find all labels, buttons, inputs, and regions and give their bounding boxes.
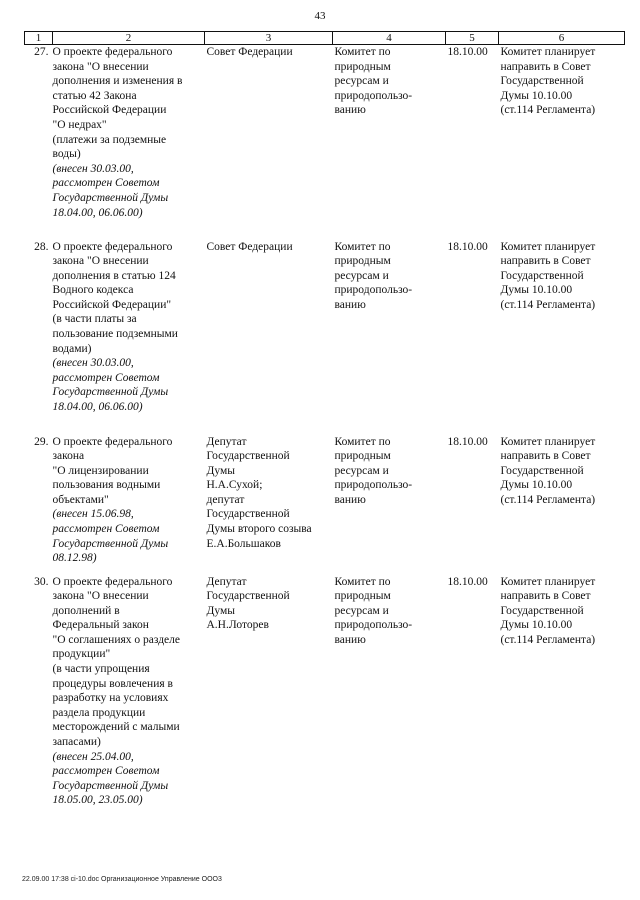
initiator-line: Думы второго созыва bbox=[206, 523, 312, 536]
column-number: 3 bbox=[205, 32, 333, 45]
table-row bbox=[25, 435, 625, 575]
committee-line: ресурсам и bbox=[334, 269, 389, 282]
bill-note-line: Государственной Думы bbox=[52, 537, 169, 550]
status-line: Думы 10.10.00 bbox=[500, 479, 573, 492]
initiator-line: Государственной bbox=[206, 590, 290, 603]
committee-line: ванию bbox=[334, 298, 366, 311]
committee-line: природопользо- bbox=[334, 619, 413, 632]
committee-cell bbox=[333, 575, 446, 835]
bill-title-line: "О соглашениях о разделе bbox=[52, 633, 180, 646]
bill-title-line: "О недрах" bbox=[52, 118, 107, 131]
committee-line: природным bbox=[334, 590, 391, 603]
committee-line: природопользо- bbox=[334, 284, 413, 297]
bill-title-line: дополнений в bbox=[52, 604, 120, 617]
status-line: Государственной bbox=[500, 464, 584, 477]
committee-line: природным bbox=[334, 450, 391, 463]
committee-line: природопользо- bbox=[334, 89, 413, 102]
bill-title-line: разработку на условиях bbox=[52, 692, 169, 705]
status-line: (ст.114 Регламента) bbox=[500, 104, 596, 117]
status-cell bbox=[499, 575, 625, 835]
committee-line: Комитет по bbox=[334, 240, 391, 253]
bill-note-line: Государственной Думы bbox=[52, 779, 169, 792]
status-line: Государственной bbox=[500, 604, 584, 617]
status-line: направить в Совет bbox=[500, 450, 591, 463]
bill-title-line: закона bbox=[52, 450, 85, 463]
bill-title-line: месторождений с малыми bbox=[52, 721, 180, 734]
committee-cell bbox=[333, 45, 446, 240]
initiator-cell bbox=[205, 45, 333, 240]
table-header bbox=[25, 32, 625, 45]
bill-note-line: рассмотрен Советом bbox=[52, 523, 160, 536]
initiator-cell bbox=[205, 240, 333, 435]
bills-table bbox=[24, 31, 625, 835]
column-number: 4 bbox=[333, 32, 446, 45]
table-row bbox=[25, 45, 625, 240]
bill-title-line: Федеральный закон bbox=[52, 619, 149, 632]
bill-title-line: раздела продукции bbox=[52, 706, 146, 719]
initiator-line: Государственной bbox=[206, 508, 290, 521]
status-line: направить в Совет bbox=[500, 255, 591, 268]
initiator-line: Депутат bbox=[206, 575, 247, 588]
row-number: 27. bbox=[34, 46, 49, 58]
status-cell bbox=[499, 45, 625, 240]
bill-title-line: продукции" bbox=[52, 648, 111, 661]
bill-title-line: закона "О внесении bbox=[52, 590, 149, 603]
status-line: Думы 10.10.00 bbox=[500, 619, 573, 632]
initiator-line: Совет Федерации bbox=[206, 240, 293, 253]
committee-line: Комитет по bbox=[334, 435, 391, 448]
bill-title-line: (платежи за подземные bbox=[52, 133, 167, 146]
table-body bbox=[25, 45, 625, 835]
status-line: (ст.114 Регламента) bbox=[500, 493, 596, 506]
table-row bbox=[25, 575, 625, 835]
committee-line: Комитет по bbox=[334, 575, 391, 588]
column-number: 5 bbox=[446, 32, 499, 45]
bill-note-line: (внесен 25.04.00, bbox=[52, 750, 134, 763]
bill-title-cell bbox=[53, 435, 205, 575]
status-cell bbox=[499, 435, 625, 575]
committee-cell bbox=[333, 435, 446, 575]
status-line: Комитет планирует bbox=[500, 46, 596, 58]
date-cell: 18.10.00 bbox=[447, 575, 488, 588]
bill-title-line: закона "О внесении bbox=[52, 60, 149, 73]
bill-title-line: (в части платы за bbox=[52, 313, 137, 326]
bill-title-line: О проекте федерального bbox=[52, 575, 173, 588]
document-footer: 22.09.00 17:38 ci-10.doc Организационное Управление ООО3 bbox=[22, 876, 222, 883]
bill-title-line: дополнения и изменения в bbox=[52, 75, 183, 88]
column-number: 2 bbox=[53, 32, 205, 45]
committee-line: ресурсам и bbox=[334, 75, 389, 88]
bill-note-line: рассмотрен Советом bbox=[52, 177, 160, 190]
bill-title-line: Российской Федерации bbox=[52, 104, 167, 117]
status-line: Комитет планирует bbox=[500, 435, 596, 448]
committee-line: ресурсам и bbox=[334, 604, 389, 617]
date-cell: 18.10.00 bbox=[447, 240, 488, 253]
column-number: 1 bbox=[25, 32, 53, 45]
committee-line: ванию bbox=[334, 104, 366, 117]
table-row bbox=[25, 240, 625, 435]
bill-title-line: процедуры вовлечения в bbox=[52, 677, 173, 690]
bill-note-line: 18.05.00, 23.05.00) bbox=[52, 794, 143, 807]
committee-line: ванию bbox=[334, 493, 366, 506]
bill-title-cell bbox=[53, 575, 205, 835]
status-line: Думы 10.10.00 bbox=[500, 284, 573, 297]
bill-title-line: воды) bbox=[52, 148, 81, 161]
column-number: 6 bbox=[499, 32, 625, 45]
bill-title-line: запасами) bbox=[52, 736, 101, 749]
initiator-line: Депутат bbox=[206, 435, 247, 448]
row-number: 30. bbox=[34, 575, 49, 588]
bill-title-line: закона "О внесении bbox=[52, 255, 149, 268]
date-cell: 18.10.00 bbox=[447, 435, 488, 448]
status-line: Государственной bbox=[500, 75, 584, 88]
bill-title-line: Водного кодекса bbox=[52, 284, 134, 297]
column-number-row bbox=[25, 32, 625, 45]
status-line: направить в Совет bbox=[500, 590, 591, 603]
initiator-line: Думы bbox=[206, 604, 235, 617]
bill-note-line: Государственной Думы bbox=[52, 386, 169, 399]
bill-note-line: 18.04.00, 06.06.00) bbox=[52, 401, 143, 414]
bill-title-cell bbox=[53, 45, 205, 240]
status-line: (ст.114 Регламента) bbox=[500, 298, 596, 311]
bill-note-line: (внесен 30.03.00, bbox=[52, 162, 134, 175]
initiator-line: депутат bbox=[206, 493, 245, 506]
status-line: Думы 10.10.00 bbox=[500, 89, 573, 102]
bill-title-line: пользования водными bbox=[52, 479, 161, 492]
page-number: 43 bbox=[314, 10, 326, 22]
committee-line: природопользо- bbox=[334, 479, 413, 492]
row-number: 29. bbox=[34, 435, 49, 448]
bill-title-line: статью 42 Закона bbox=[52, 89, 137, 102]
bill-note-line: 18.04.00, 06.06.00) bbox=[52, 206, 143, 219]
bill-title-cell bbox=[53, 240, 205, 435]
status-cell bbox=[499, 240, 625, 435]
bill-title-line: "О лицензировании bbox=[52, 464, 149, 477]
status-line: Государственной bbox=[500, 269, 584, 282]
bill-title-line: О проекте федерального bbox=[52, 435, 173, 448]
bill-title-line: дополнения в статью 124 bbox=[52, 269, 176, 282]
status-line: Комитет планирует bbox=[500, 575, 596, 588]
initiator-line: Совет Федерации bbox=[206, 46, 293, 58]
committee-line: природным bbox=[334, 60, 391, 73]
committee-line: природным bbox=[334, 255, 391, 268]
bill-note-line: рассмотрен Советом bbox=[52, 371, 160, 384]
status-line: Комитет планирует bbox=[500, 240, 596, 253]
initiator-line: Государственной bbox=[206, 450, 290, 463]
bill-note-line: рассмотрен Советом bbox=[52, 765, 160, 778]
initiator-line: Е.А.Большаков bbox=[206, 537, 281, 550]
initiator-cell bbox=[205, 575, 333, 835]
initiator-line: Н.А.Сухой; bbox=[206, 479, 263, 492]
bill-note-line: Государственной Думы bbox=[52, 191, 169, 204]
status-line: (ст.114 Регламента) bbox=[500, 633, 596, 646]
committee-line: ванию bbox=[334, 633, 366, 646]
initiator-line: Думы bbox=[206, 464, 235, 477]
bill-title-line: пользование подземными bbox=[52, 328, 178, 341]
initiator-line: А.Н.Лоторев bbox=[206, 619, 269, 632]
initiator-cell bbox=[205, 435, 333, 575]
bill-title-line: объектами" bbox=[52, 493, 109, 506]
committee-cell bbox=[333, 240, 446, 435]
date-cell: 18.10.00 bbox=[447, 46, 488, 58]
bill-title-line: водами) bbox=[52, 342, 92, 355]
bill-title-line: О проекте федерального bbox=[52, 240, 173, 253]
bill-note-line: (внесен 15.06.98, bbox=[52, 508, 134, 521]
bill-note-line: (внесен 30.03.00, bbox=[52, 357, 134, 370]
committee-line: ресурсам и bbox=[334, 464, 389, 477]
bill-title-line: О проекте федерального bbox=[52, 46, 173, 58]
bill-title-line: (в части упрощения bbox=[52, 663, 150, 676]
bill-note-line: 08.12.98) bbox=[52, 552, 97, 565]
status-line: направить в Совет bbox=[500, 60, 591, 73]
bill-title-line: Российской Федерации" bbox=[52, 298, 172, 311]
committee-line: Комитет по bbox=[334, 46, 391, 58]
row-number: 28. bbox=[34, 240, 49, 253]
